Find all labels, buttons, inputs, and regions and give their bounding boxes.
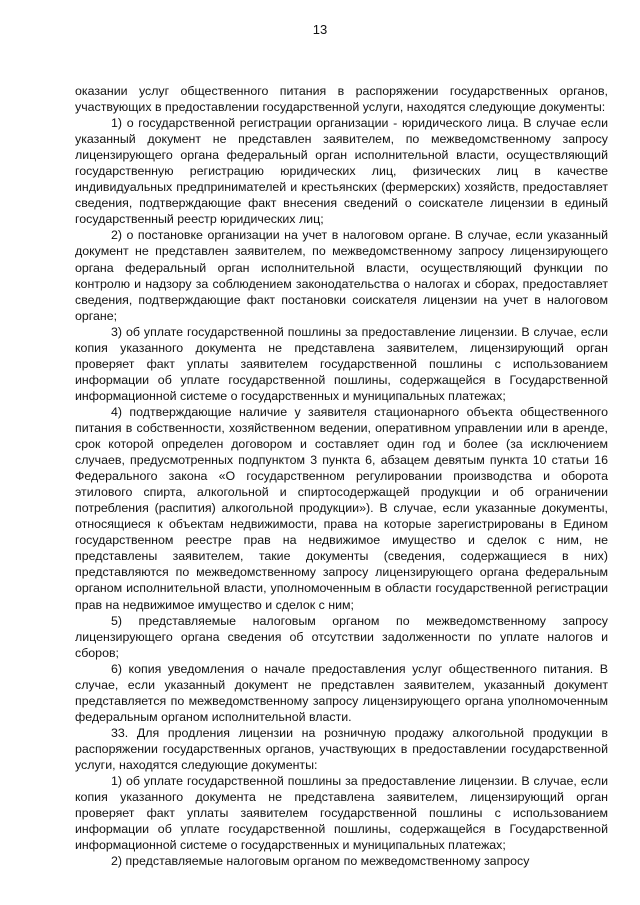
paragraph-item-3: 3) об уплате государственной пошлины за предоставление лицензии. В случае, если копия указанного документа не представлена заявителем, лицензирующий орган проверяет факт уплаты заявителем государственной пошлины с использованием информации об уплате государственной пошлины, содержащейся в Государственной информационной системе о государственных и муниципальных платежах;: [75, 324, 608, 403]
document-body: [75, 83, 608, 869]
page-number: 13: [312, 22, 328, 37]
paragraph-item-5: 5) представляемые налоговым органом по межведомственному запросу лицензирующего органа сведения об отсутствии задолженности по уплате налогов и сборов;: [75, 613, 608, 660]
paragraph-item-4: 4) подтверждающие наличие у заявителя стационарного объекта общественного питания в собственности, хозяйственном ведении, оперативном управлении или в аренде, срок которой определен договором и составляет один год и более (за исключением случаев, предусмотренных подпунктом 3 пункта 6, абзацем девятым пункта 10 статьи 16 Федерального закона «О государственном регулировании производства и оборота этилового спирта, алкогольной и спиртосодержащей продукции и об ограничении потребления (распития) алкогольной продукции»). В случае, если указанные документы, относящиеся к объектам недвижимости, права на которые зарегистрированы в Едином государственном реестре прав на недвижимое имущество и сделок с ним, не представлены заявителем, такие документы (сведения, содержащиеся в них) представляются по межведомственному запросу лицензирующего органа федеральным органом исполнительной власти, уполномоченным в области государственной регистрации прав на недвижимое имущество и сделок с ним;: [75, 404, 608, 612]
paragraph-item-1: 1) о государственной регистрации организации - юридического лица. В случае если указанный документ не представлен заявителем, по межведомственному запросу лицензирующего органа федеральный орган исполнительной власти, осуществляющий государственную регистрацию юридических лиц, физических лиц в качестве индивидуальных предпринимателей и крестьянских (фермерских) хозяйств, предоставляет сведения, подтверждающие факт внесения сведений о соискателе лицензии в единый государственный реестр юридических лиц;: [75, 116, 608, 227]
paragraph-intro: оказании услуг общественного питания в распоряжении государственных органов, участвующих в предоставлении государственной услуги, находятся следующие документы:: [75, 84, 608, 115]
paragraph-item-2: 2) о постановке организации на учет в налоговом органе. В случае, если указанный документ не представлен заявителем, по межведомственному запросу лицензирующего органа федеральный орган исполнительной власти, осуществляющий функции по контролю и надзору за соблюдением законодательства о налогах и сборах, предоставляет сведения, подтверждающие факт постановки соискателя лицензии на учет в налоговом органе;: [75, 228, 608, 323]
paragraph-item-6: 6) копия уведомления о начале предоставления услуг общественного питания. В случае, если указанный документ не представлен заявителем, указанный документ представляется по межведомственному запросу лицензирующего органа уполномоченным федеральным органом исполнительной власти.: [75, 661, 608, 724]
paragraph-section-33-item-2: 2) представляемые налоговым органом по межведомственному запросу: [111, 854, 530, 869]
paragraph-section-33-item-1: 1) об уплате государственной пошлины за предоставление лицензии. В случае, если копия указанного документа не представлена заявителем, лицензирующий орган проверяет факт уплаты заявителем государственной пошлины с использованием информации об уплате государственной пошлины, содержащейся в Государственной информационной системе о государственных и муниципальных платежах;: [75, 774, 608, 853]
paragraph-section-33: 33. Для продления лицензии на розничную продажу алкогольной продукции в распоряжении государственных органов, участвующих в предоставлении государственной услуги, находятся следующие документы:: [75, 725, 608, 772]
